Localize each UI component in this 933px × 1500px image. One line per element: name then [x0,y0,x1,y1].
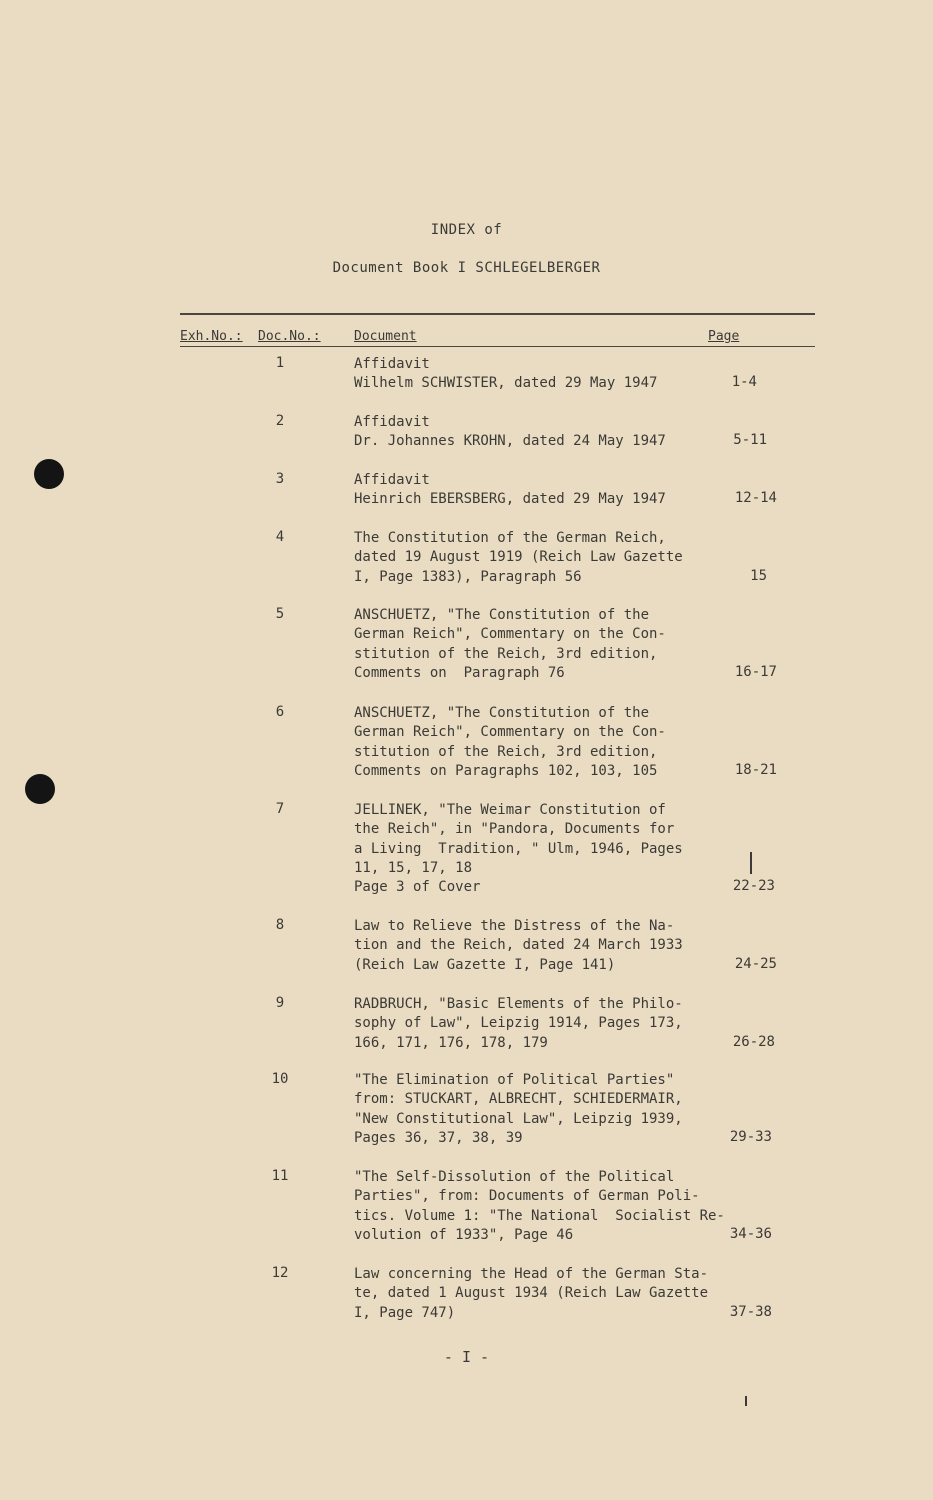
entry-page-range: 37-38 [729,1303,772,1320]
entry-description-line: Affidavit [354,472,430,488]
entry-description-line: "The Elimination of Political Parties" [354,1072,675,1088]
entry-number: 5 [275,606,285,622]
entry-description-line: JELLINEK, "The Weimar Constitution of [354,802,666,818]
entry-page-range: 22-23 [732,878,775,895]
entry-number: 7 [275,801,285,817]
entry-description-line: stitution of the Reich, 3rd edition, [354,645,658,662]
entry-description [354,1265,708,1323]
entry-description [354,917,683,975]
entry-description-line: Wilhelm SCHWISTER, dated 29 May 1947 [354,375,658,392]
entry-description-line: dated 19 August 1919 (Reich Law Gazette [354,549,683,566]
entry-number: 4 [275,529,285,545]
index-title: INDEX of [430,222,503,238]
entry-description-line: 166, 171, 176, 178, 179 [354,1034,548,1051]
entry-description-line: Comments on Paragraphs 102, 103, 105 [354,762,658,779]
entry-description-line: ANSCHUETZ, "The Constitution of the [354,607,650,623]
entry-description-line: volution of 1933", Page 46 [354,1226,574,1243]
entry-page-range: 5-11 [733,432,767,449]
column-header-exh-no: Exh.No.: [180,329,243,344]
entry-page-range: 16-17 [734,663,777,680]
column-header-page: Page [708,329,740,344]
entry-description-line: ANSCHUETZ, "The Constitution of the [354,705,650,721]
entry-description-line: "New Constitutional Law", Leipzig 1939, [354,1110,683,1127]
header-rule-bottom [180,346,815,347]
column-header-document: Document [354,329,417,344]
entry-description [354,704,666,781]
punch-hole-upper [34,459,64,489]
entry-description-line: Law concerning the Head of the German Sta- [354,1266,709,1282]
entry-description-line: Page 3 of Cover [354,879,481,896]
entry-description-line: Law to Relieve the Distress of the Na- [354,918,675,934]
entry-number: 1 [275,355,285,371]
page-number: - I - [443,1348,490,1366]
entry-description [354,471,666,510]
entry-page-range: 1-4 [731,374,757,391]
entry-number: 10 [271,1071,289,1087]
margin-mark-bottom [745,1396,747,1406]
entry-page-range: 15 [750,567,767,584]
entry-description-line: tion and the Reich, dated 24 March 1933 [354,937,683,954]
entry-page-range: 24-25 [734,955,777,972]
entry-description-line: The Constitution of the German Reich, [354,530,666,546]
entry-description [354,413,666,452]
entry-description-line: I, Page 747) [354,1304,456,1321]
entry-description-line: Affidavit [354,414,430,430]
entry-page-range: 18-21 [734,761,777,778]
punch-hole-lower [25,774,55,804]
entry-number: 6 [275,704,285,720]
entry-description-line: (Reich Law Gazette I, Page 141) [354,956,616,973]
entry-description-line: German Reich", Commentary on the Con- [354,724,666,741]
entry-description-line: German Reich", Commentary on the Con- [354,626,666,643]
entry-number: 11 [271,1168,289,1184]
entry-description-line: I, Page 1383), Paragraph 56 [354,568,582,585]
entry-description-line: sophy of Law", Leipzig 1914, Pages 173, [354,1015,683,1032]
entry-description-line: Pages 36, 37, 38, 39 [354,1129,523,1146]
entry-description-line: te, dated 1 August 1934 (Reich Law Gazette [354,1285,709,1302]
entry-page-range: 29-33 [729,1128,772,1145]
entry-number: 9 [275,995,285,1011]
entry-description-line: Parties", from: Documents of German Poli- [354,1188,700,1205]
entry-description [354,529,683,587]
entry-page-range: 12-14 [734,490,777,507]
entry-description-line: 11, 15, 17, 18 [354,859,473,876]
entry-description-line: from: STUCKART, ALBRECHT, SCHIEDERMAIR, [354,1091,683,1108]
entry-description-line: Heinrich EBERSBERG, dated 29 May 1947 [354,491,666,508]
entry-page-range: 34-36 [729,1225,772,1242]
entry-description [354,355,657,394]
margin-mark [750,852,752,874]
entry-page-range: 26-28 [732,1033,775,1050]
entry-description [354,1168,725,1245]
entry-number: 12 [271,1265,289,1281]
column-header-doc-no: Doc.No.: [258,329,321,344]
entry-number: 8 [275,917,285,933]
entry-description-line: RADBRUCH, "Basic Elements of the Philo- [354,996,683,1012]
entry-description-line: "The Self-Dissolution of the Political [354,1169,675,1185]
header-rule-top [180,313,815,315]
entry-description-line: Comments on Paragraph 76 [354,664,565,681]
entry-description-line: stitution of the Reich, 3rd edition, [354,743,658,760]
document-book-title: Document Book I SCHLEGELBERGER [332,260,601,276]
entry-number: 2 [275,413,285,429]
entry-description-line: the Reich", in "Pandora, Documents for [354,821,675,838]
entry-description [354,995,683,1053]
entry-number: 3 [275,471,285,487]
entry-description [354,1071,683,1148]
entry-description-line: Affidavit [354,356,430,372]
entry-description-line: Dr. Johannes KROHN, dated 24 May 1947 [354,433,666,450]
entry-description [354,606,666,683]
entry-description-line: tics. Volume 1: "The National Socialist Re- [354,1207,725,1224]
entry-description-line: a Living Tradition, " Ulm, 1946, Pages [354,840,683,857]
entry-description [354,801,683,897]
